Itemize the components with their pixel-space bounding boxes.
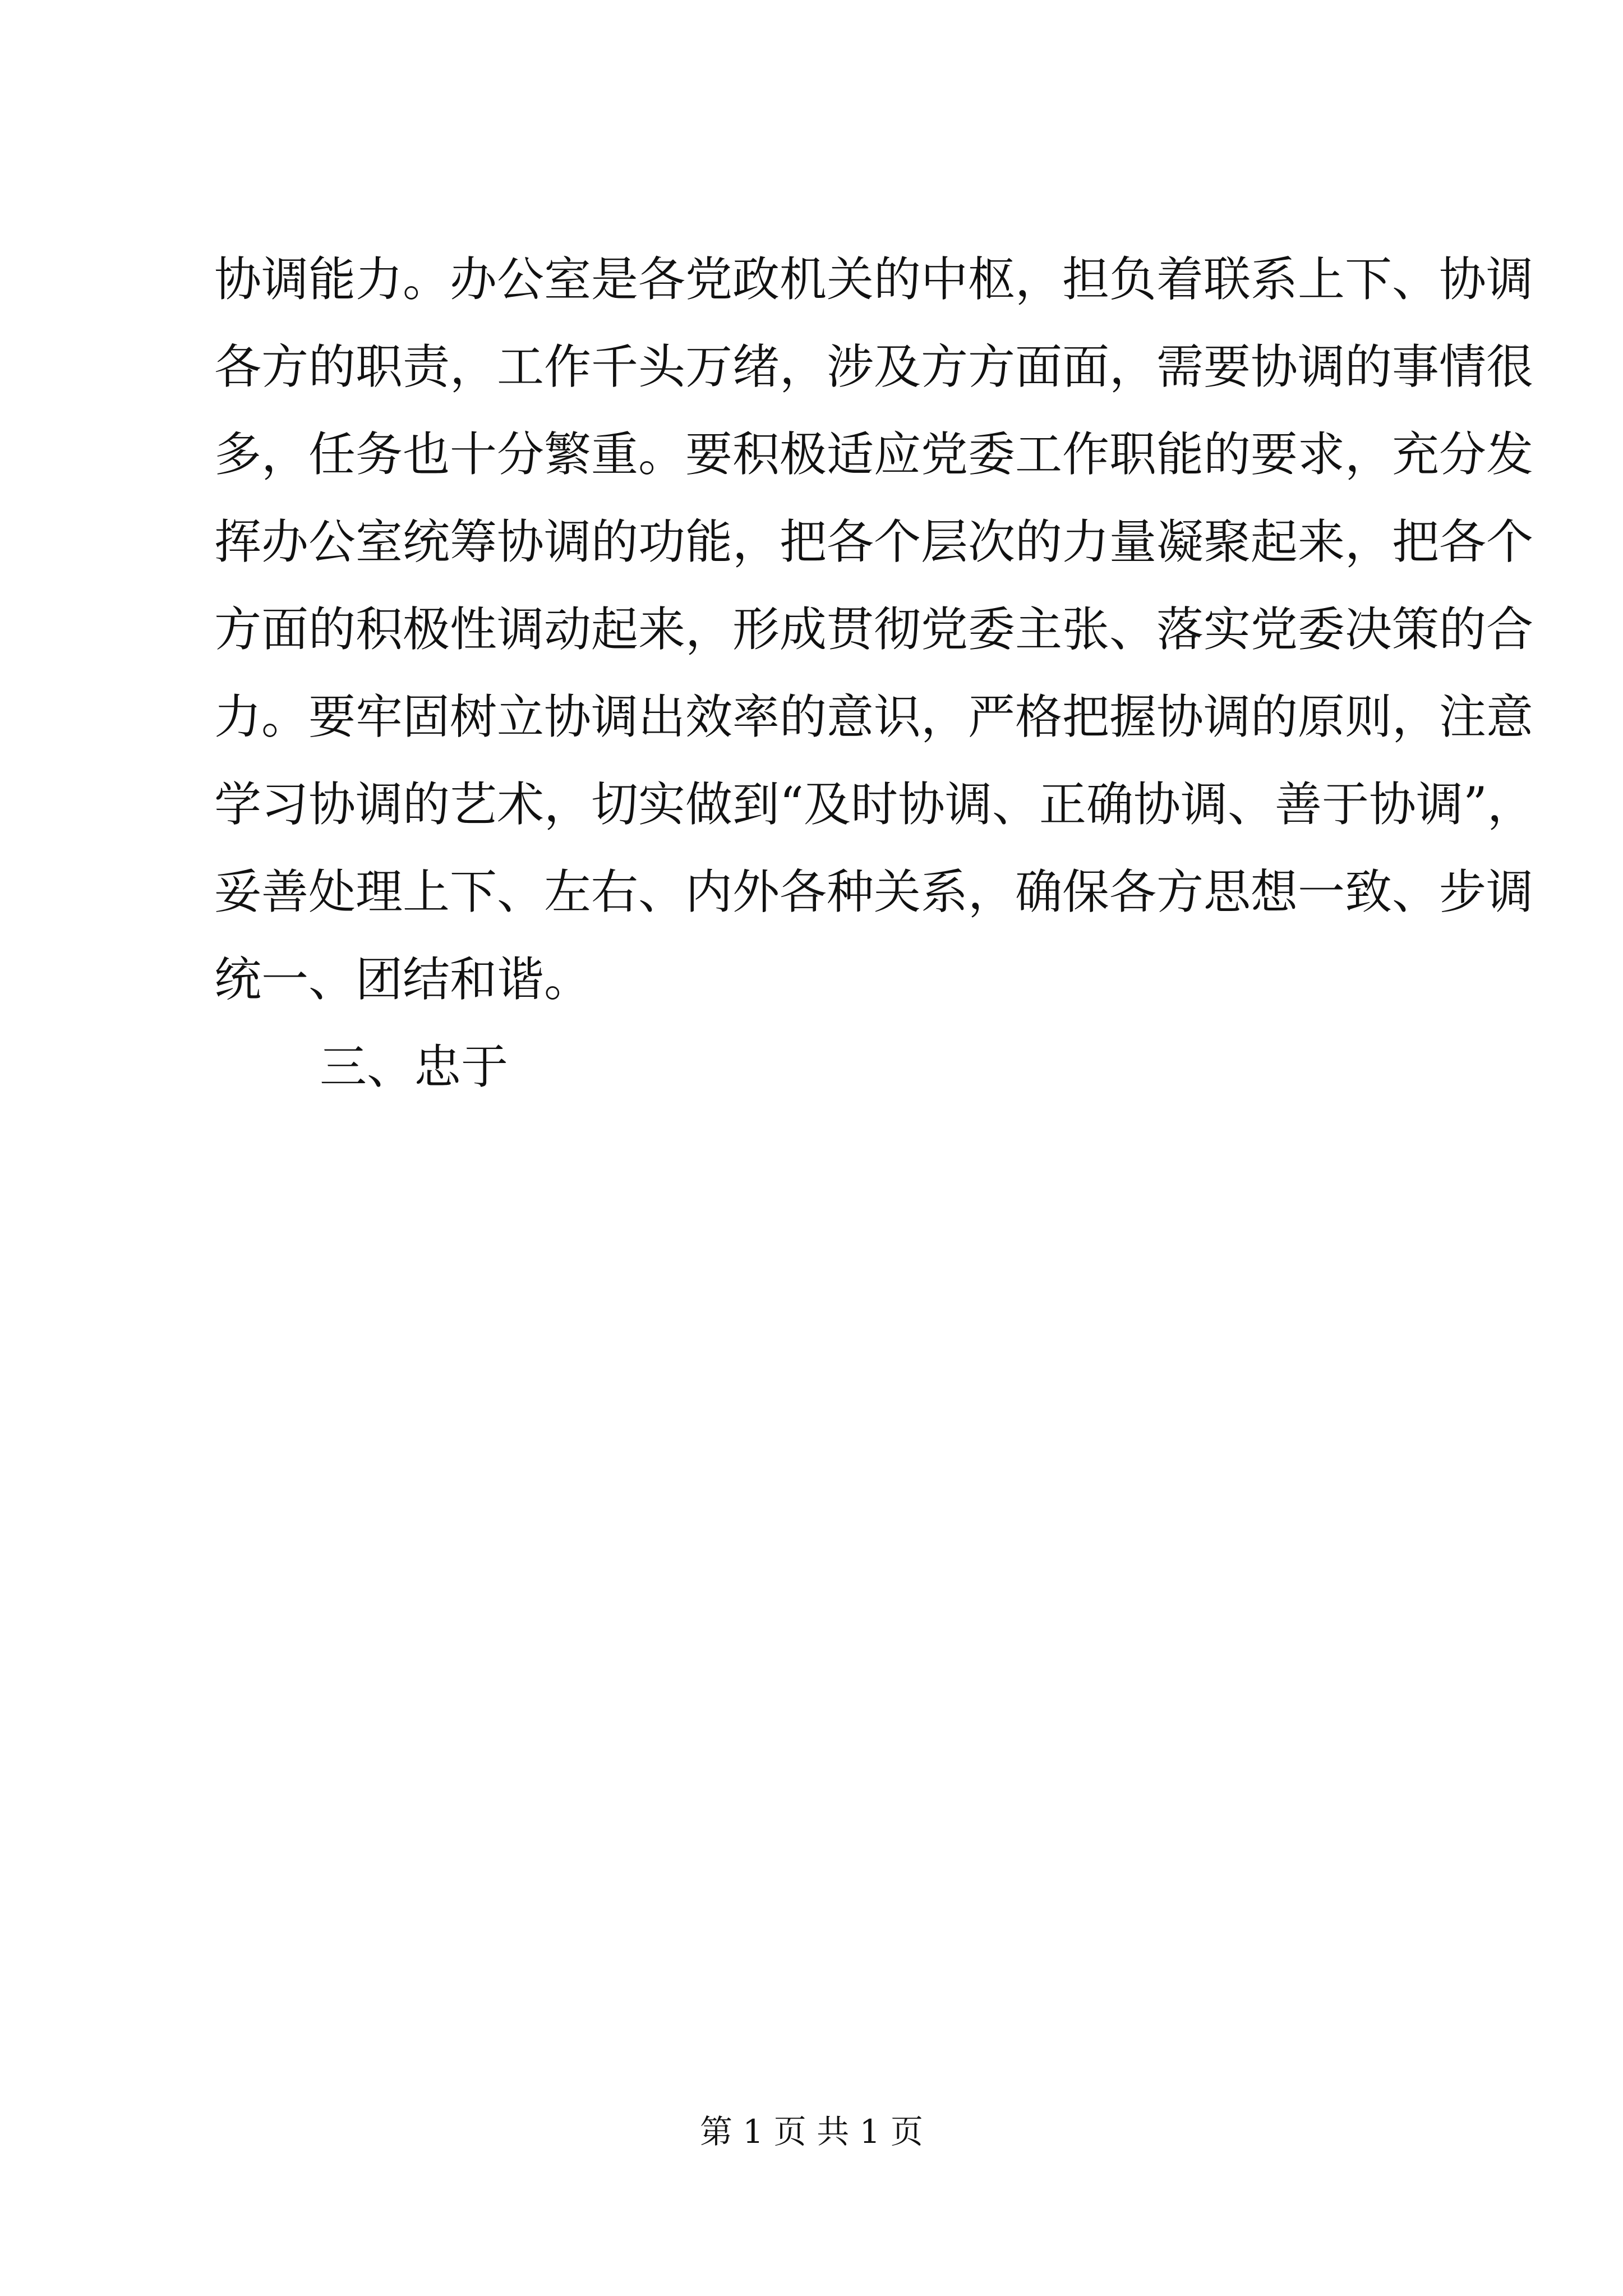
paragraph-line-2: 各方的职责，工作千头万绪，涉及方方面面，需要协调的事情很 xyxy=(214,339,1534,394)
paragraph-line-6: 力。要牢固树立协调出效率的意识，严格把握协调的原则，注意 xyxy=(214,689,1534,744)
section-heading: 三、忠于 xyxy=(320,1039,509,1094)
page-number-indicator: 第 1 页 共 1 页 xyxy=(700,2113,923,2151)
page-footer xyxy=(0,2109,1623,2154)
paragraph-line-5: 方面的积极性调动起来，形成贯彻党委主张、落实党委决策的合 xyxy=(214,602,1534,657)
paragraph-line-9: 统一、团结和谐。 xyxy=(214,952,592,1007)
paragraph-line-3: 多，任务也十分繁重。要积极适应党委工作职能的要求，充分发 xyxy=(214,427,1534,482)
paragraph-line-4: 挥办公室统筹协调的功能，把各个层次的力量凝聚起来，把各个 xyxy=(214,514,1534,569)
document-body xyxy=(214,236,1534,1111)
paragraph-line-8: 妥善处理上下、左右、内外各种关系，确保各方思想一致、步调 xyxy=(214,864,1534,919)
paragraph-line-7: 学习协调的艺术，切实做到“及时协调、正确协调、善于协调”， xyxy=(214,777,1534,832)
paragraph-line-1: 协调能力。办公室是各党政机关的中枢，担负着联系上下、协调 xyxy=(214,252,1534,307)
